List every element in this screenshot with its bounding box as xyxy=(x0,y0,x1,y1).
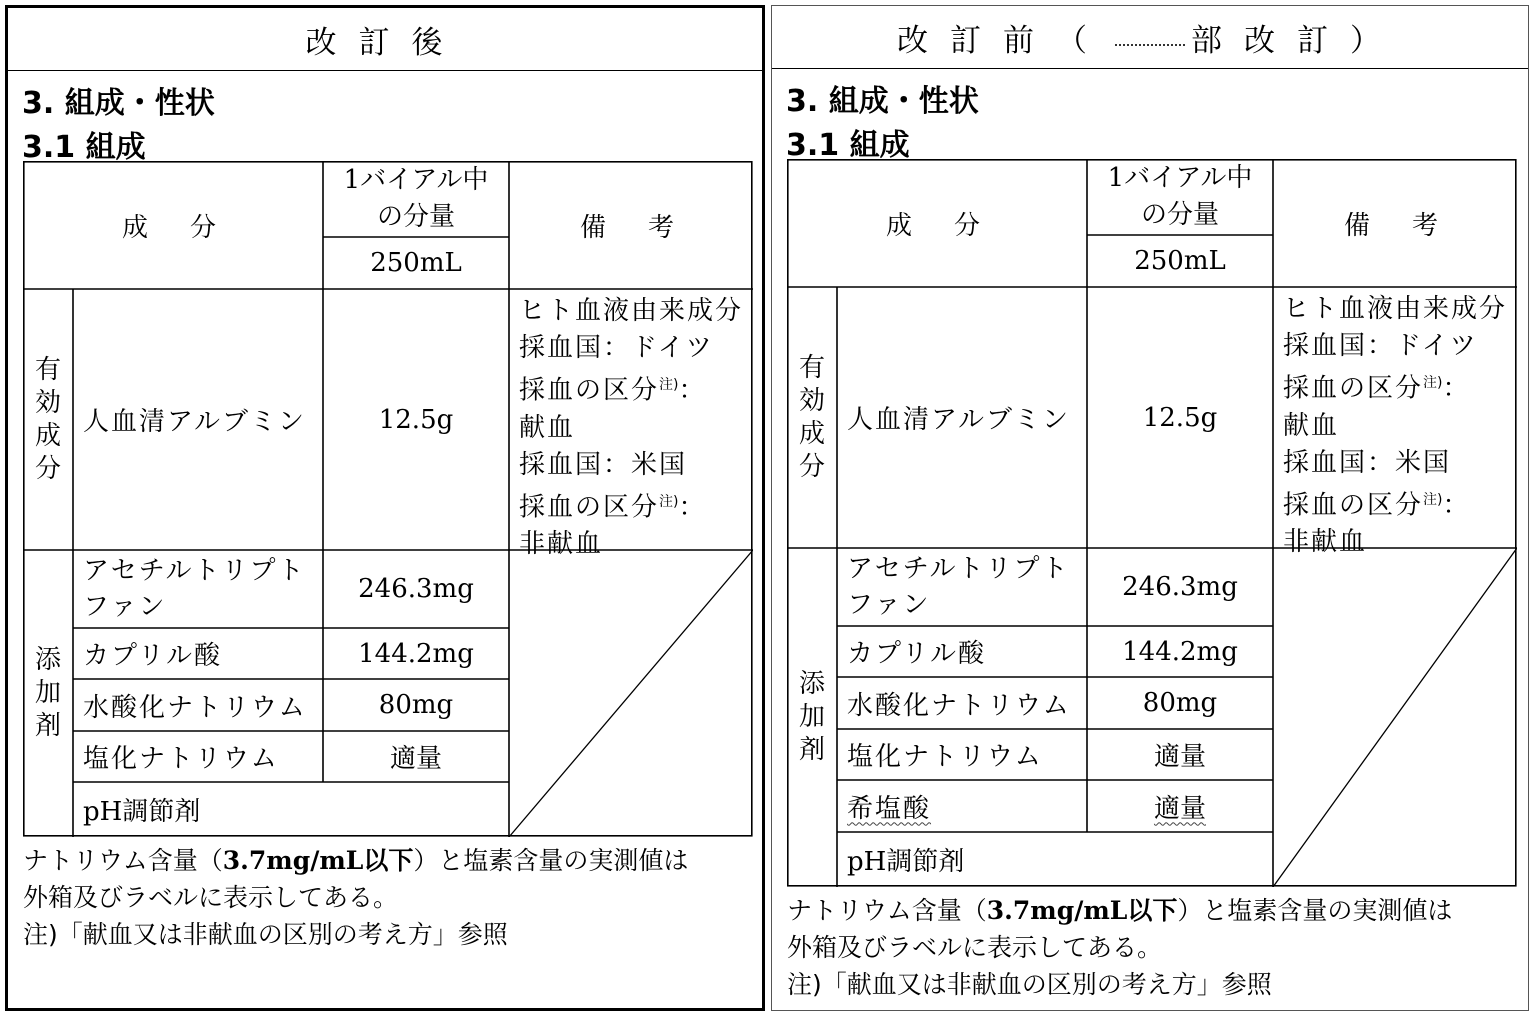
header-remarks: 備 考 xyxy=(579,212,682,243)
section-title: 3. 組成・性状 xyxy=(786,84,979,119)
additive-amount: 246.3mg xyxy=(1122,572,1238,602)
additive-name: アセチルトリプト ファン xyxy=(847,554,1070,620)
additive-name: 塩化ナトリウム xyxy=(83,744,279,774)
section-title: 3. 組成・性状 xyxy=(22,86,215,121)
additive-name: 塩化ナトリウム xyxy=(847,742,1043,772)
additive-group-label: 添 加 剤 xyxy=(798,669,825,765)
active-ingredient-name: 人血清アルブミン xyxy=(83,407,306,437)
header-volume: 250mL xyxy=(370,248,462,278)
additive-amount: 80mg xyxy=(1142,688,1218,718)
note-mark: 注) xyxy=(1423,491,1443,508)
additive-name: pH調節剤 xyxy=(83,797,201,827)
header-amount-line1: 1バイアル中 xyxy=(1107,163,1253,193)
header-amount xyxy=(323,161,509,237)
footnote: ナトリウム含量（3.7mg/mL以下）と塩素含量の実測値は 外箱及びラベルに表示してある。 注)「献血又は非献血の区別の考え方」参照 xyxy=(23,846,689,949)
note-mark: 注) xyxy=(1423,375,1443,391)
header-component: 成 分 xyxy=(885,210,988,241)
additive-amount: 適量 xyxy=(1153,742,1206,772)
header-suffix: 部改訂） xyxy=(1191,22,1403,59)
additive-name: アセチルトリプト ファン xyxy=(83,556,306,622)
active-ingredient-group-label: 有 効 成 分 xyxy=(34,354,61,484)
additive-amount-changed: 適量 xyxy=(1153,793,1206,824)
additive-name-changed: 希塩酸 xyxy=(847,793,932,824)
remarks-cell xyxy=(1273,287,1517,558)
additive-amount: 80mg xyxy=(378,690,454,720)
note-mark: 注) xyxy=(659,377,679,393)
composition-table xyxy=(787,159,1517,887)
wavy-underline-sample xyxy=(1115,28,1185,46)
header-component: 成 分 xyxy=(121,212,224,243)
active-ingredient-name: 人血清アルブミン xyxy=(847,405,1070,435)
panel-header-before xyxy=(772,6,1528,69)
header-amount-line1: 1バイアル中 xyxy=(343,165,489,195)
header-amount-line2: の分量 xyxy=(1140,200,1219,230)
panel-header-after: 改訂後 xyxy=(8,8,762,71)
additive-name: 水酸化ナトリウム xyxy=(83,692,307,723)
composition-table xyxy=(23,161,753,837)
additive-name: 水酸化ナトリウム xyxy=(847,690,1071,721)
header-volume: 250mL xyxy=(1134,246,1226,276)
header-amount-line2: の分量 xyxy=(376,202,455,232)
additive-name: カプリル酸 xyxy=(847,639,986,669)
header-amount xyxy=(1087,159,1273,235)
note-mark: 注) xyxy=(659,493,679,510)
header-remarks: 備 考 xyxy=(1343,210,1446,241)
additive-group-label: 添 加 剤 xyxy=(34,645,61,741)
revised-before-panel xyxy=(771,5,1529,1011)
subsection-title: 3.1 組成 xyxy=(786,128,910,163)
remarks-text: ヒト血液由来成分 採血国：ドイツ 採血の区分$^{注)}$： 献血 採血国：米国 採血の区分$^{注)}$： 非献血 xyxy=(519,296,744,560)
additive-amount: 144.2mg xyxy=(1122,636,1238,667)
additive-name: カプリル酸 xyxy=(83,641,222,671)
additive-amount: 適量 xyxy=(389,744,442,774)
additive-name: pH調節剤 xyxy=(847,847,965,877)
active-ingredient-amount: 12.5g xyxy=(378,404,454,435)
remarks-text: ヒト血液由来成分 採血国：ドイツ 採血の区分$^{注)}$： 献血 採血国：米国 採血の区分$^{注)}$： 非献血 xyxy=(1283,294,1508,558)
revised-after-panel xyxy=(5,5,765,1011)
additive-amount: 246.3mg xyxy=(358,574,474,604)
additive-amount: 144.2mg xyxy=(358,638,474,669)
footnote: ナトリウム含量（3.7mg/mL以下）と塩素含量の実測値は 外箱及びラベルに表示してある。 注)「献血又は非献血の区別の考え方」参照 xyxy=(787,896,1453,999)
subsection-title: 3.1 組成 xyxy=(22,130,146,165)
remarks-cell xyxy=(509,289,753,560)
active-ingredient-amount: 12.5g xyxy=(1142,402,1218,433)
active-ingredient-group-label: 有 効 成 分 xyxy=(798,352,825,482)
header-prefix: 改訂前（ xyxy=(897,22,1109,59)
